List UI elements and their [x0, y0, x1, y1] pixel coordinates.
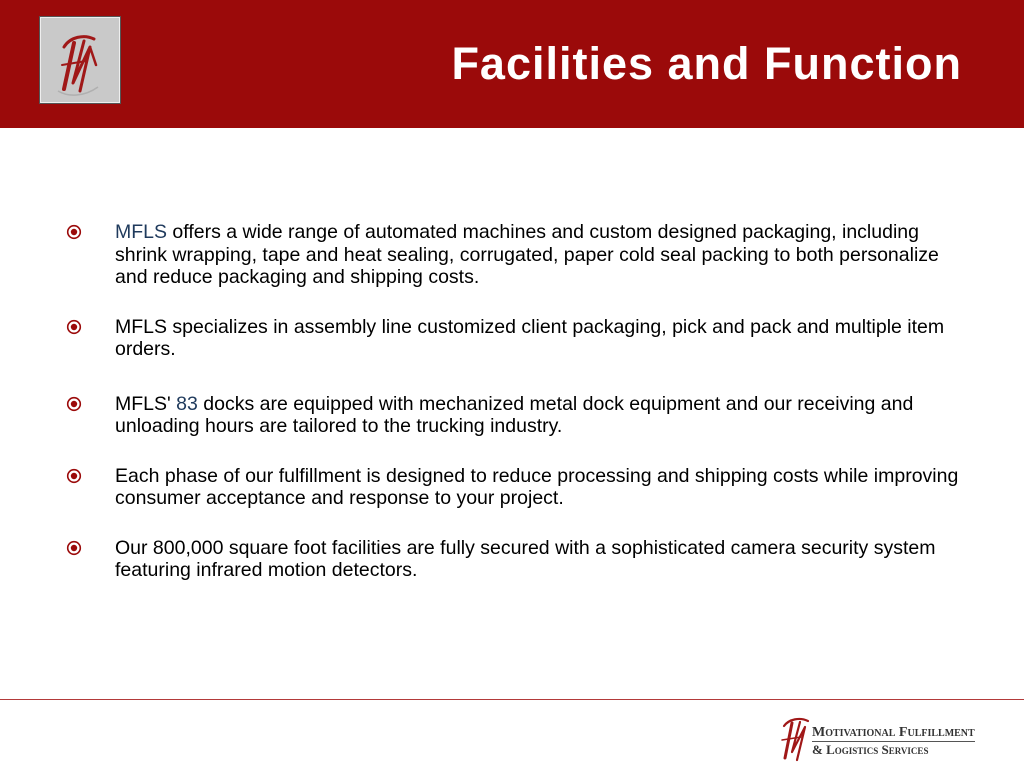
mf-monogram-icon — [40, 17, 120, 103]
circled-dot-bullet-icon — [66, 468, 82, 484]
bullet-prefix: MFLS' — [115, 392, 177, 415]
mf-monogram-icon — [778, 712, 814, 766]
bullet-text: offers a wide range of automated machines and custom designed packaging, including shrink wrapping, tape and heat sealing, corrugated, paper cold seal packing to both personalize and reduce packaging and shipping costs. — [115, 221, 939, 288]
bullet-item — [66, 316, 971, 361]
wordmark-line2: & Logistics Services — [812, 742, 929, 757]
circled-dot-bullet-icon — [66, 319, 82, 335]
circled-dot-bullet-icon — [66, 540, 82, 556]
slide-title: Facilities and Function — [451, 38, 962, 89]
header-logo — [39, 16, 121, 104]
company-name-highlight: MFLS — [115, 221, 168, 243]
bullet-item — [66, 393, 971, 438]
slide-header — [0, 0, 1024, 128]
bullet-item — [66, 537, 971, 582]
bullet-text: docks are equipped with mechanized metal dock equipment and our receiving and unloading hours are tailored to the trucking industry. — [115, 392, 914, 437]
bullet-text: MFLS specializes in assembly line customized client packaging, pick and pack and multiple item orders. — [115, 315, 945, 360]
bullet-text: Our 800,000 square foot facilities are fully secured with a sophisticated camera security system featuring infrared motion detectors. — [115, 536, 936, 581]
bullet-list — [66, 221, 971, 582]
bullet-item — [66, 221, 971, 289]
footer-logo — [778, 712, 998, 766]
circled-dot-bullet-icon — [66, 396, 82, 412]
bullet-text: Each phase of our fulfillment is designed to reduce processing and shipping costs while improving consumer acceptance and response to your project. — [115, 464, 959, 509]
dock-count-highlight: 83 — [176, 392, 198, 415]
bullet-item — [66, 465, 971, 510]
circled-dot-bullet-icon — [66, 224, 82, 240]
footer-divider — [0, 699, 1024, 700]
company-wordmark — [812, 726, 975, 757]
wordmark-line1: Motivational Fulfillment — [812, 725, 975, 740]
